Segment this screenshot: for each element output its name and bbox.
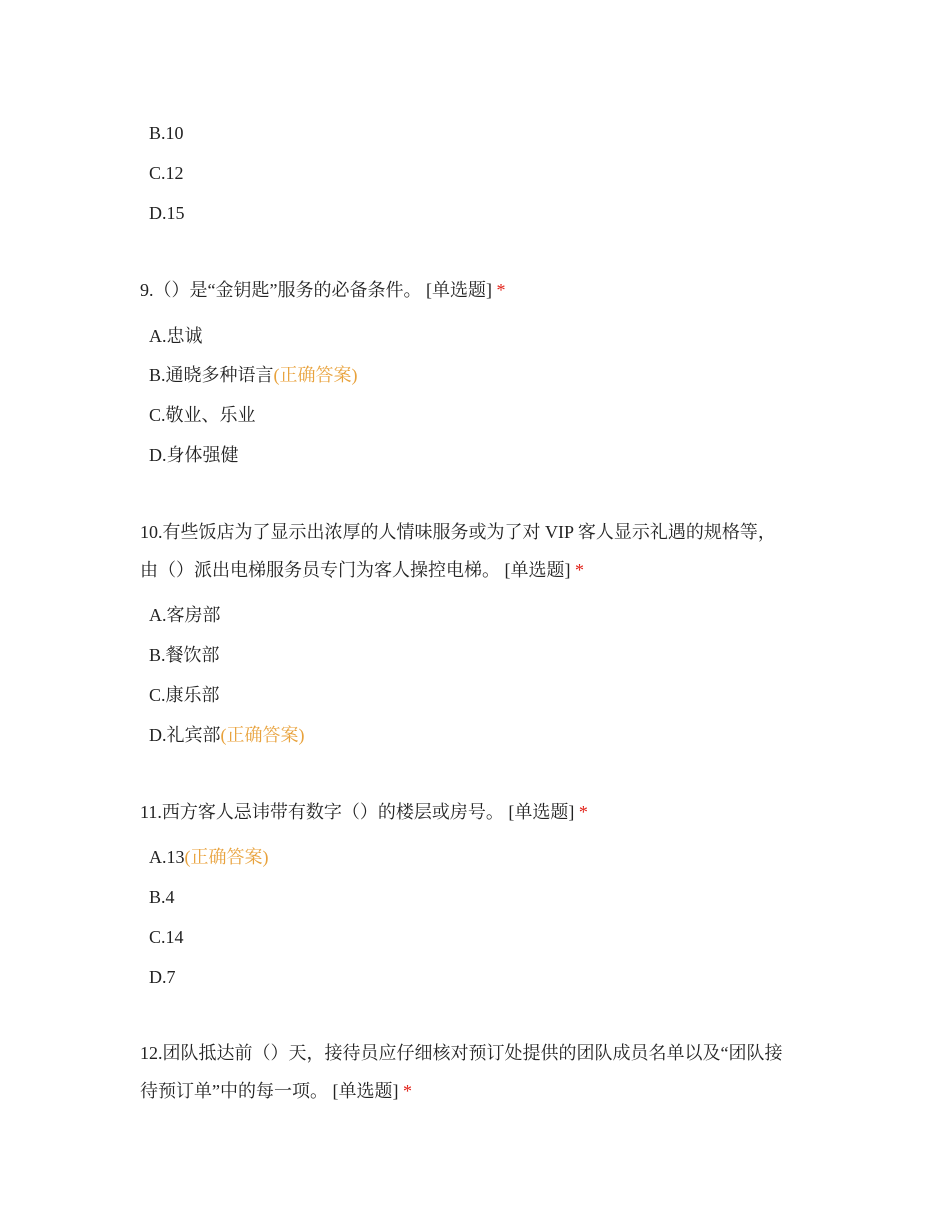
option-q9-c[interactable] [149, 403, 256, 427]
option-label: C.12 [149, 163, 184, 183]
question-12-title-line2 [140, 1079, 412, 1103]
required-mark: * [578, 802, 588, 822]
question-text: 11.西方客人忌讳带有数字（）的楼层或房号。 [140, 802, 504, 822]
question-text: 待预订单”中的每一项。 [140, 1081, 328, 1101]
option-label: C.14 [149, 927, 184, 947]
option-q8-d[interactable] [149, 201, 185, 225]
correct-answer-mark: (正确答案) [184, 847, 269, 867]
option-q11-a[interactable] [149, 845, 269, 869]
option-label: C.敬业、乐业 [149, 405, 256, 425]
option-label: A.忠诚 [149, 326, 203, 346]
question-12-title-line1 [140, 1041, 783, 1065]
question-text: 9.（）是“金钥匙”服务的必备条件。 [140, 280, 422, 300]
question-type-tag: [单选题] [508, 802, 575, 822]
option-q9-b[interactable] [149, 363, 358, 387]
option-q9-d[interactable] [149, 443, 239, 467]
option-q11-c[interactable] [149, 925, 184, 949]
option-q10-b[interactable] [149, 643, 220, 667]
option-q8-c[interactable] [149, 161, 184, 185]
option-label: D.7 [149, 967, 176, 987]
option-label: B.餐饮部 [149, 645, 220, 665]
option-q9-a[interactable] [149, 324, 203, 348]
option-q10-c[interactable] [149, 683, 220, 707]
option-q11-d[interactable] [149, 965, 176, 989]
option-q11-b[interactable] [149, 885, 175, 909]
question-9-title [140, 278, 505, 302]
option-label: D.身体强健 [149, 445, 239, 465]
correct-answer-mark: (正确答案) [220, 725, 305, 745]
option-q10-d[interactable] [149, 723, 305, 747]
question-type-tag: [单选题] [332, 1081, 399, 1101]
option-q8-b[interactable] [149, 121, 184, 145]
question-type-tag: [单选题] [504, 560, 571, 580]
option-label: D.15 [149, 203, 185, 223]
option-label: C.康乐部 [149, 685, 220, 705]
question-10-title-line1 [140, 520, 776, 544]
option-label: B.通晓多种语言 [149, 365, 274, 385]
required-mark: * [403, 1081, 412, 1101]
option-label: D.礼宾部 [149, 725, 221, 745]
question-text: 由（）派出电梯服务员专门为客人操控电梯。 [140, 560, 500, 580]
required-mark: * [575, 560, 584, 580]
question-11-title [140, 800, 588, 824]
option-q10-a[interactable] [149, 603, 221, 627]
question-10-title-line2 [140, 558, 584, 582]
option-label: B.10 [149, 123, 184, 143]
option-label: A.13 [149, 847, 185, 867]
question-text: 12.团队抵达前（）天，接待员应仔细核对预订处提供的团队成员名单以及“团队接 [140, 1043, 783, 1063]
correct-answer-mark: (正确答案) [273, 365, 358, 385]
question-type-tag: [单选题] [425, 280, 492, 300]
question-text: 10.有些饭店为了显示出浓厚的人情味服务或为了对 VIP 客人显示礼遇的规格等， [140, 522, 776, 542]
option-label: B.4 [149, 887, 175, 907]
required-mark: * [496, 280, 506, 300]
option-label: A.客房部 [149, 605, 221, 625]
